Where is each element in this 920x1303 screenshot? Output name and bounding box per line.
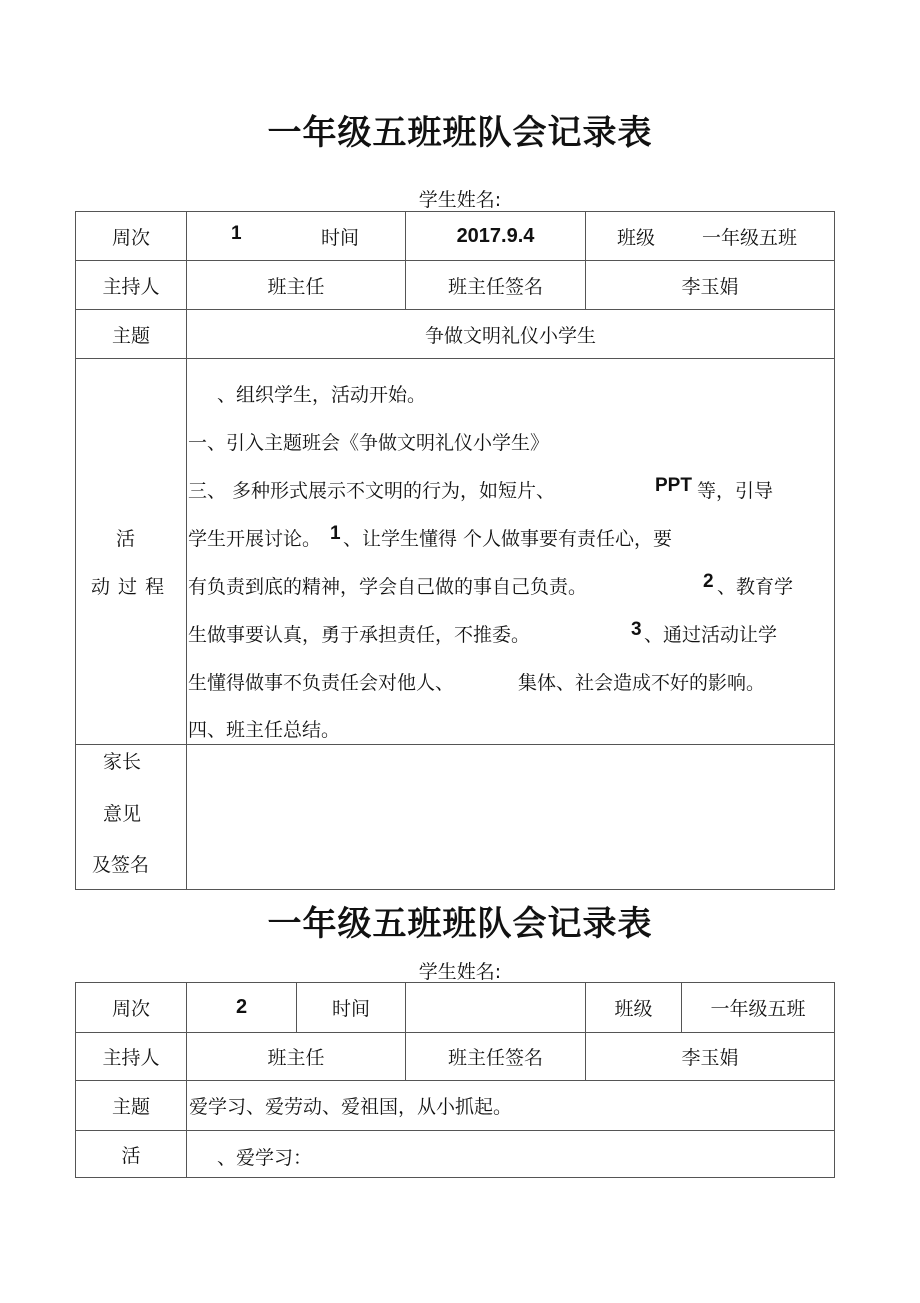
record2-class-label-text: 班级 <box>614 998 653 1020</box>
record2-week-value <box>186 982 296 1032</box>
record2-process-label <box>75 1130 186 1178</box>
record2-time-value <box>405 982 585 1032</box>
record2-signature-value <box>585 1032 835 1080</box>
process-line-6a: 生做事要认真，勇于承担责任，不推委。 <box>188 624 531 646</box>
record1-host-value-text: 班主任 <box>267 275 325 298</box>
record1-signature-label <box>405 260 585 309</box>
record2-topic-value-text: 爱学习、爱劳动、爱祖国，从小抓起。 <box>189 1096 513 1118</box>
record2-title: 一年级五班班队会记录表 <box>267 904 653 944</box>
record1-topic-value <box>186 309 835 358</box>
record1-student-name-label: 学生姓名: <box>418 189 502 211</box>
process-line-3b: PPT <box>655 475 692 496</box>
record1-host-value <box>186 260 405 309</box>
process-line-8: 四、班主任总结。 <box>188 719 341 741</box>
record1-week-time-cell <box>186 211 405 260</box>
record2-week-value-text: 2 <box>235 996 248 1018</box>
record2-class-label <box>585 982 681 1032</box>
process-line-7b: 集体、社会造成不好的影响。 <box>518 672 766 694</box>
record2-host-value-text: 班主任 <box>267 1047 325 1069</box>
process-line-2: 一、引入主题班会《争做文明礼仪小学生》 <box>188 432 550 454</box>
record1-parent-label-2: 意见 <box>103 803 142 825</box>
process-line-4a: 学生开展讨论。 <box>188 528 322 550</box>
process-line-4b: 1 <box>330 523 341 544</box>
record1-time-label: 时间 <box>321 227 360 249</box>
record2-signature-label-text: 班主任签名 <box>447 1047 543 1069</box>
record1-week-value: 1 <box>231 223 242 244</box>
record2-student-name-label: 学生姓名: <box>418 961 502 983</box>
process-line-6b: 3 <box>631 619 642 640</box>
record2-process-content <box>186 1130 835 1178</box>
record1-host-label-text: 主持人 <box>102 275 160 298</box>
record2-time-label-text: 时间 <box>331 998 370 1020</box>
record1-signature-label-text: 班主任签名 <box>447 275 543 298</box>
process-line-3a: 三、 多种形式展示不文明的行为，如短片、 <box>188 480 556 502</box>
record1-topic-label-text: 主题 <box>111 324 150 347</box>
record1-signature-value-text: 李玉娟 <box>681 275 739 298</box>
record2-process-label-text: 活 <box>121 1144 141 1167</box>
record2-week-label <box>75 982 186 1032</box>
record1-topic-value-text: 争做文明礼仪小学生 <box>424 324 596 347</box>
process-line-5b: 2 <box>703 571 714 592</box>
record2-topic-label <box>75 1080 186 1130</box>
record2-signature-label <box>405 1032 585 1080</box>
process-line-4c: 、让学生懂得 个人做事要有责任心，要 <box>343 528 673 550</box>
record1-time-value <box>405 211 585 260</box>
record1-week-label-text: 周次 <box>111 226 150 249</box>
record2-signature-value-text: 李玉娟 <box>681 1047 739 1069</box>
record1-signature-value <box>585 260 835 309</box>
record1-title: 一年级五班班队会记录表 <box>267 113 653 153</box>
record2-host-label <box>75 1032 186 1080</box>
record1-process-label <box>75 358 186 744</box>
record1-process-label-2: 动 过 程 <box>91 576 166 598</box>
record1-week-label <box>75 211 186 260</box>
process-line-5c: 、教育学 <box>717 576 794 598</box>
record1-process-label-1: 活 <box>116 528 136 550</box>
record1-time-value-text: 2017.9.4 <box>456 224 535 247</box>
record2-topic-value <box>186 1080 835 1130</box>
record2-class-value <box>681 982 835 1032</box>
record2-class-value-text: 一年级五班 <box>710 998 806 1020</box>
record2-week-label-text: 周次 <box>111 998 150 1020</box>
record2-time-label <box>296 982 405 1032</box>
record1-class-cell <box>585 211 835 260</box>
record1-parent-label <box>75 744 186 890</box>
record1-class-value: 一年级五班 <box>702 227 798 249</box>
process-line-5a: 有负责到底的精神，学会自己做的事自己负责。 <box>188 576 588 598</box>
process-line-3c: 等，引导 <box>697 480 774 502</box>
record1-parent-content[interactable] <box>186 744 835 890</box>
record1-host-label <box>75 260 186 309</box>
record1-process-content <box>186 358 835 744</box>
process-line-1: 、组织学生，活动开始。 <box>217 384 427 406</box>
record2-host-label-text: 主持人 <box>102 1047 160 1069</box>
record1-class-label: 班级 <box>617 227 656 249</box>
process-line-7a: 生懂得做事不负责任会对他人、 <box>188 672 455 694</box>
record2-topic-label-text: 主题 <box>111 1096 150 1118</box>
record2-process-line-1: 、爱学习： <box>217 1147 313 1169</box>
record2-host-value <box>186 1032 405 1080</box>
record1-topic-label <box>75 309 186 358</box>
process-line-6c: 、通过活动让学 <box>644 624 778 646</box>
record1-parent-label-1: 家长 <box>103 751 142 773</box>
record1-parent-label-3: 及签名 <box>92 854 150 876</box>
